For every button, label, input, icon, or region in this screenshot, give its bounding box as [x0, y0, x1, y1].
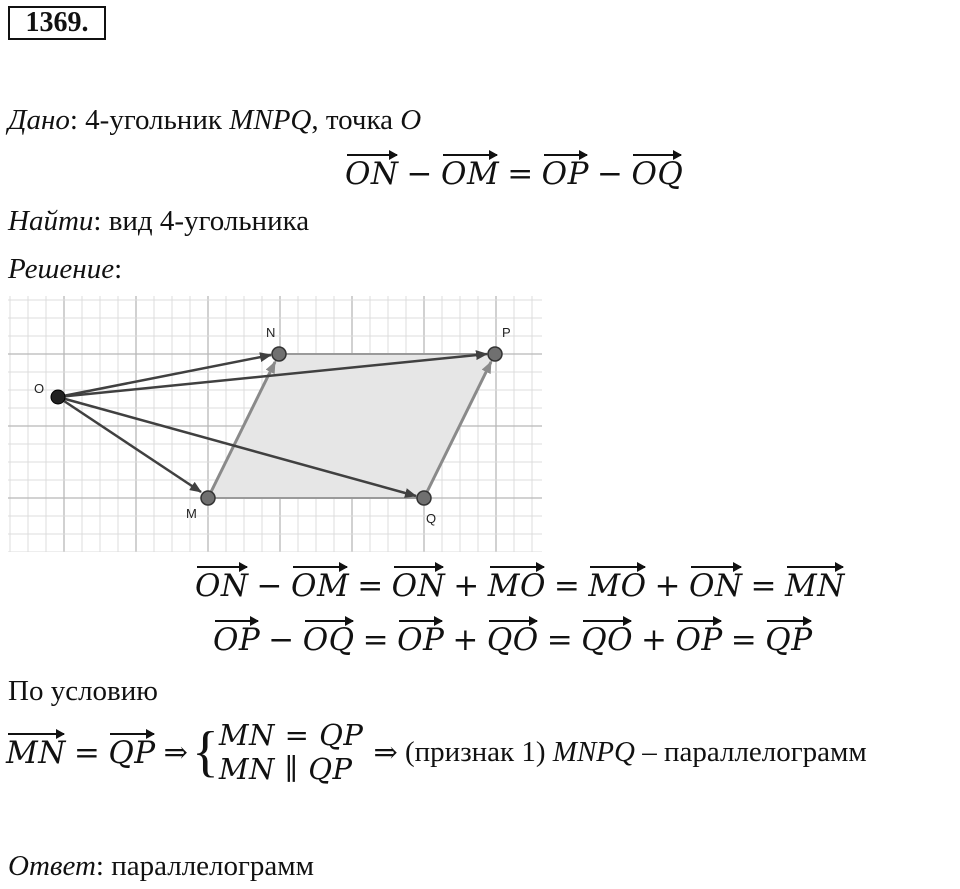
- label-n: N: [266, 325, 276, 340]
- point-q: [417, 491, 431, 505]
- given-label: Дано: [8, 104, 70, 136]
- given-quad: MNPQ: [229, 104, 312, 136]
- label-p: P: [502, 325, 511, 340]
- vector-oq: OQ: [631, 156, 684, 192]
- answer-label: Ответ: [8, 850, 96, 882]
- vector-on-arrow: [58, 355, 271, 397]
- answer-line: [8, 850, 314, 883]
- solution-colon: :: [114, 253, 123, 285]
- condition-equation: [345, 154, 683, 192]
- vector-qp: QP: [108, 735, 156, 771]
- vector-om: OM: [441, 156, 500, 192]
- criterion-text: (признак 1): [397, 735, 553, 768]
- answer-text: : параллелограмм: [95, 850, 314, 882]
- given-point: O: [400, 104, 422, 136]
- label-m: M: [186, 506, 197, 521]
- system-line-1: MN = QP: [218, 718, 364, 752]
- point-p: [488, 347, 502, 361]
- vector-op: OP: [541, 156, 589, 192]
- parallelogram-fill: [208, 354, 495, 498]
- conclusion-line: MN = QP ⇒ { MN = QP MN ∥ QP ⇒ (признак 1) MNPQ – параллелограмм: [6, 718, 867, 786]
- given-text-2: , точка: [311, 104, 401, 136]
- point-o: [51, 390, 65, 404]
- conclusion-text: – параллелограмм: [634, 735, 867, 768]
- vector-mn: MN: [6, 735, 66, 771]
- given-colon: :: [69, 104, 78, 136]
- point-n: [272, 347, 286, 361]
- system-line-2: MN ∥ QP: [218, 752, 353, 786]
- label-o: O: [34, 381, 45, 396]
- by-condition-text: По условию: [8, 675, 158, 707]
- equals-op: =: [507, 156, 534, 192]
- solution-line: [8, 253, 122, 286]
- equation-line-1: ON − OM = ON + MO = MO + ON = MN: [195, 568, 845, 604]
- given-text: 4-угольник: [77, 104, 230, 136]
- solution-label: Решение: [8, 253, 115, 285]
- point-m: [201, 491, 215, 505]
- implies-op: ⇒: [163, 736, 188, 769]
- find-line: [8, 205, 309, 238]
- vector-on: ON: [345, 156, 399, 192]
- label-q: Q: [426, 511, 437, 526]
- given-line: [8, 104, 421, 137]
- problem-number: 1369.: [8, 6, 106, 40]
- system-brace: {: [191, 721, 219, 783]
- implies-op-2: ⇒: [373, 736, 398, 769]
- minus-op-2: −: [596, 156, 624, 192]
- minus-op: −: [406, 156, 434, 192]
- system-equations: [219, 718, 364, 786]
- conclusion-quad: MNPQ: [552, 735, 635, 768]
- vector-diagram: [8, 296, 542, 552]
- equation-line-2: OP − OQ = OP + QO = QO + OP = QP: [213, 622, 813, 658]
- find-text: : вид 4-угольника: [93, 205, 310, 237]
- find-label: Найти: [8, 205, 94, 237]
